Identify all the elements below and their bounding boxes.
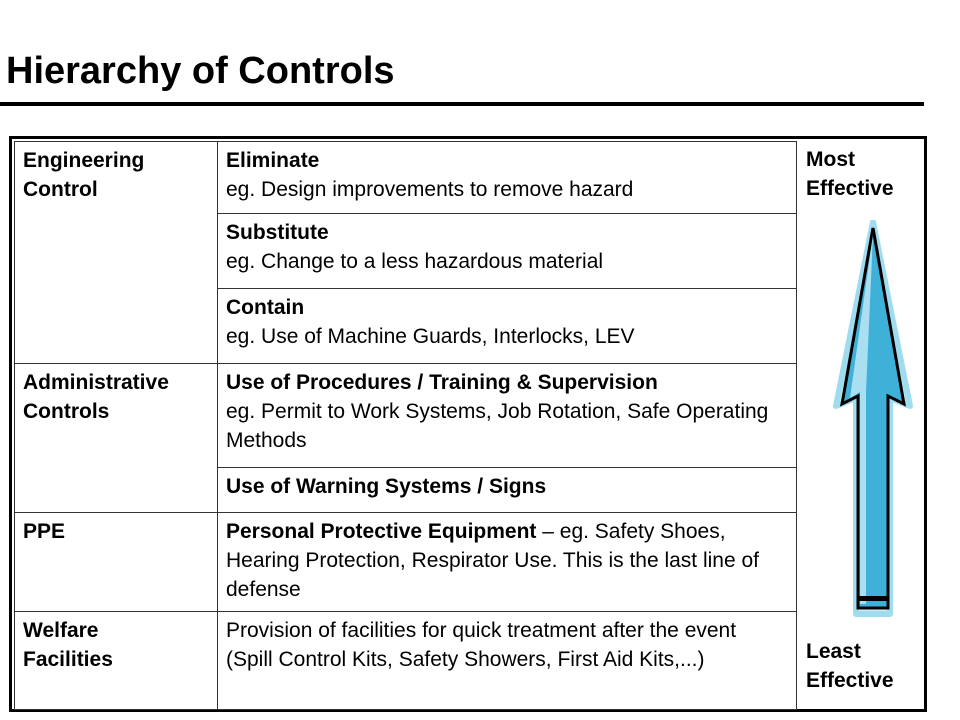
title-underline (0, 102, 924, 106)
least-effective-label: Least Effective (806, 640, 894, 692)
category-label: Engineering (23, 149, 145, 172)
category-label: Controls (23, 400, 110, 423)
category-label: Control (23, 178, 98, 201)
control-description: eg. Change to a less hazardous material (226, 250, 604, 273)
category-label: PPE (23, 520, 66, 543)
control-description: – eg. Safety Shoes, Hearing Protection, Respirator Use. This is the last line of defense (226, 520, 760, 601)
most-effective-label: Most Effective (806, 148, 894, 200)
effectiveness-arrow-icon (830, 220, 916, 620)
control-substitute (218, 214, 797, 289)
control-description: Provision of facilities for quick treatment after the event (Spill Control Kits, Safety Showers, First Aid Kits,...) (226, 619, 737, 671)
control-title: Substitute (226, 221, 329, 244)
control-procedures (218, 364, 797, 468)
table-row (15, 612, 797, 710)
control-title: Eliminate (226, 149, 320, 172)
control-title: Personal Protective Equipment (226, 520, 537, 543)
category-welfare (15, 612, 218, 710)
table-row (15, 513, 797, 612)
control-warning-systems (218, 468, 797, 513)
hierarchy-table (14, 141, 797, 710)
control-welfare (218, 612, 797, 710)
control-title: Contain (226, 296, 305, 319)
category-label: Facilities (23, 648, 113, 671)
control-title: Use of Warning Systems / Signs (226, 475, 547, 498)
control-description: eg. Design improvements to remove hazard (226, 178, 634, 201)
category-label: Welfare (23, 619, 99, 642)
category-ppe (15, 513, 218, 612)
table-row (15, 364, 797, 468)
control-contain (218, 289, 797, 364)
control-title: Use of Procedures / Training & Supervision (226, 371, 658, 394)
control-eliminate (218, 142, 797, 214)
control-description: eg. Use of Machine Guards, Interlocks, LEV (226, 325, 635, 348)
category-administrative (15, 364, 218, 513)
category-label: Administrative (23, 371, 169, 394)
category-engineering (15, 142, 218, 364)
control-ppe (218, 513, 797, 612)
table-row (15, 142, 797, 214)
control-description: eg. Permit to Work Systems, Job Rotation, Safe Operating Methods (226, 400, 769, 452)
page-title: Hierarchy of Controls (6, 50, 395, 92)
